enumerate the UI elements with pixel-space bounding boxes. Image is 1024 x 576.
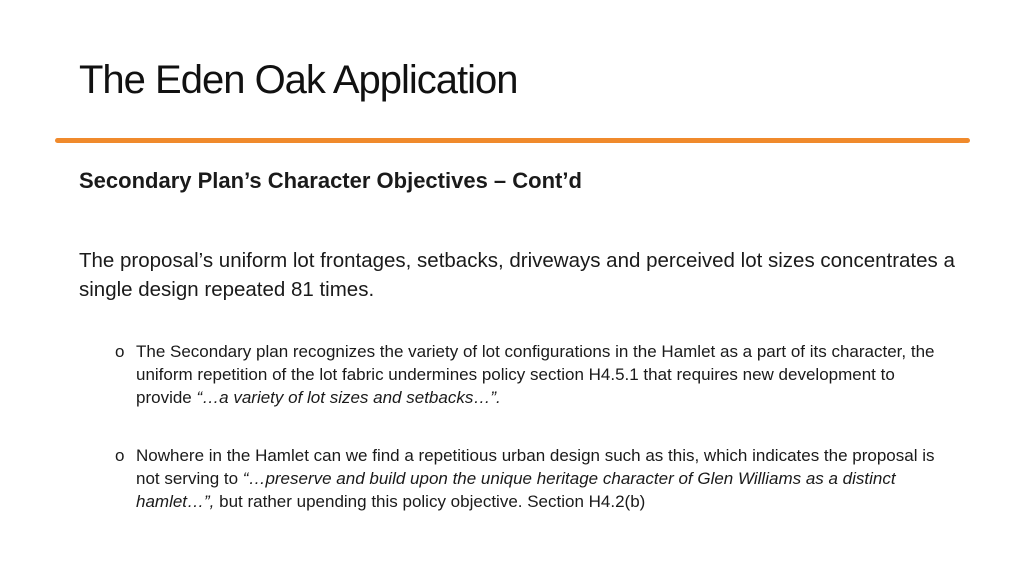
lead-paragraph: The proposal’s uniform lot frontages, setbacks, driveways and perceived lot sizes concentrates a single design repeated 81 times. [79,249,955,301]
bullet-marker-icon: o [115,342,125,361]
section-heading: Secondary Plan’s Character Objectives – Cont’d [79,168,582,193]
bullet-item [115,444,945,513]
bullet-list [115,340,945,548]
bullet-item [115,340,945,409]
bullet-text: Nowhere in the Hamlet can we find a repetitious urban design such as this, which indicates the proposal is not serving to [136,446,935,488]
bullet-quote: “…a variety of lot sizes and setbacks…”. [196,388,501,407]
bullet-text-after: but rather upending this policy objective. Section H4.2(b) [214,492,646,511]
title-divider [55,138,970,143]
bullet-quote: “…preserve and build upon the unique heritage character of Glen Williams as a distinct hamlet…”, [136,469,896,511]
bullet-marker-icon: o [115,446,125,465]
bullet-text: The Secondary plan recognizes the variety of lot configurations in the Hamlet as a part of its character, the uniform repetition of the lot fabric undermines policy section H4.5.1 that requires new development to provide [136,342,935,407]
slide-title: The Eden Oak Application [79,58,518,102]
